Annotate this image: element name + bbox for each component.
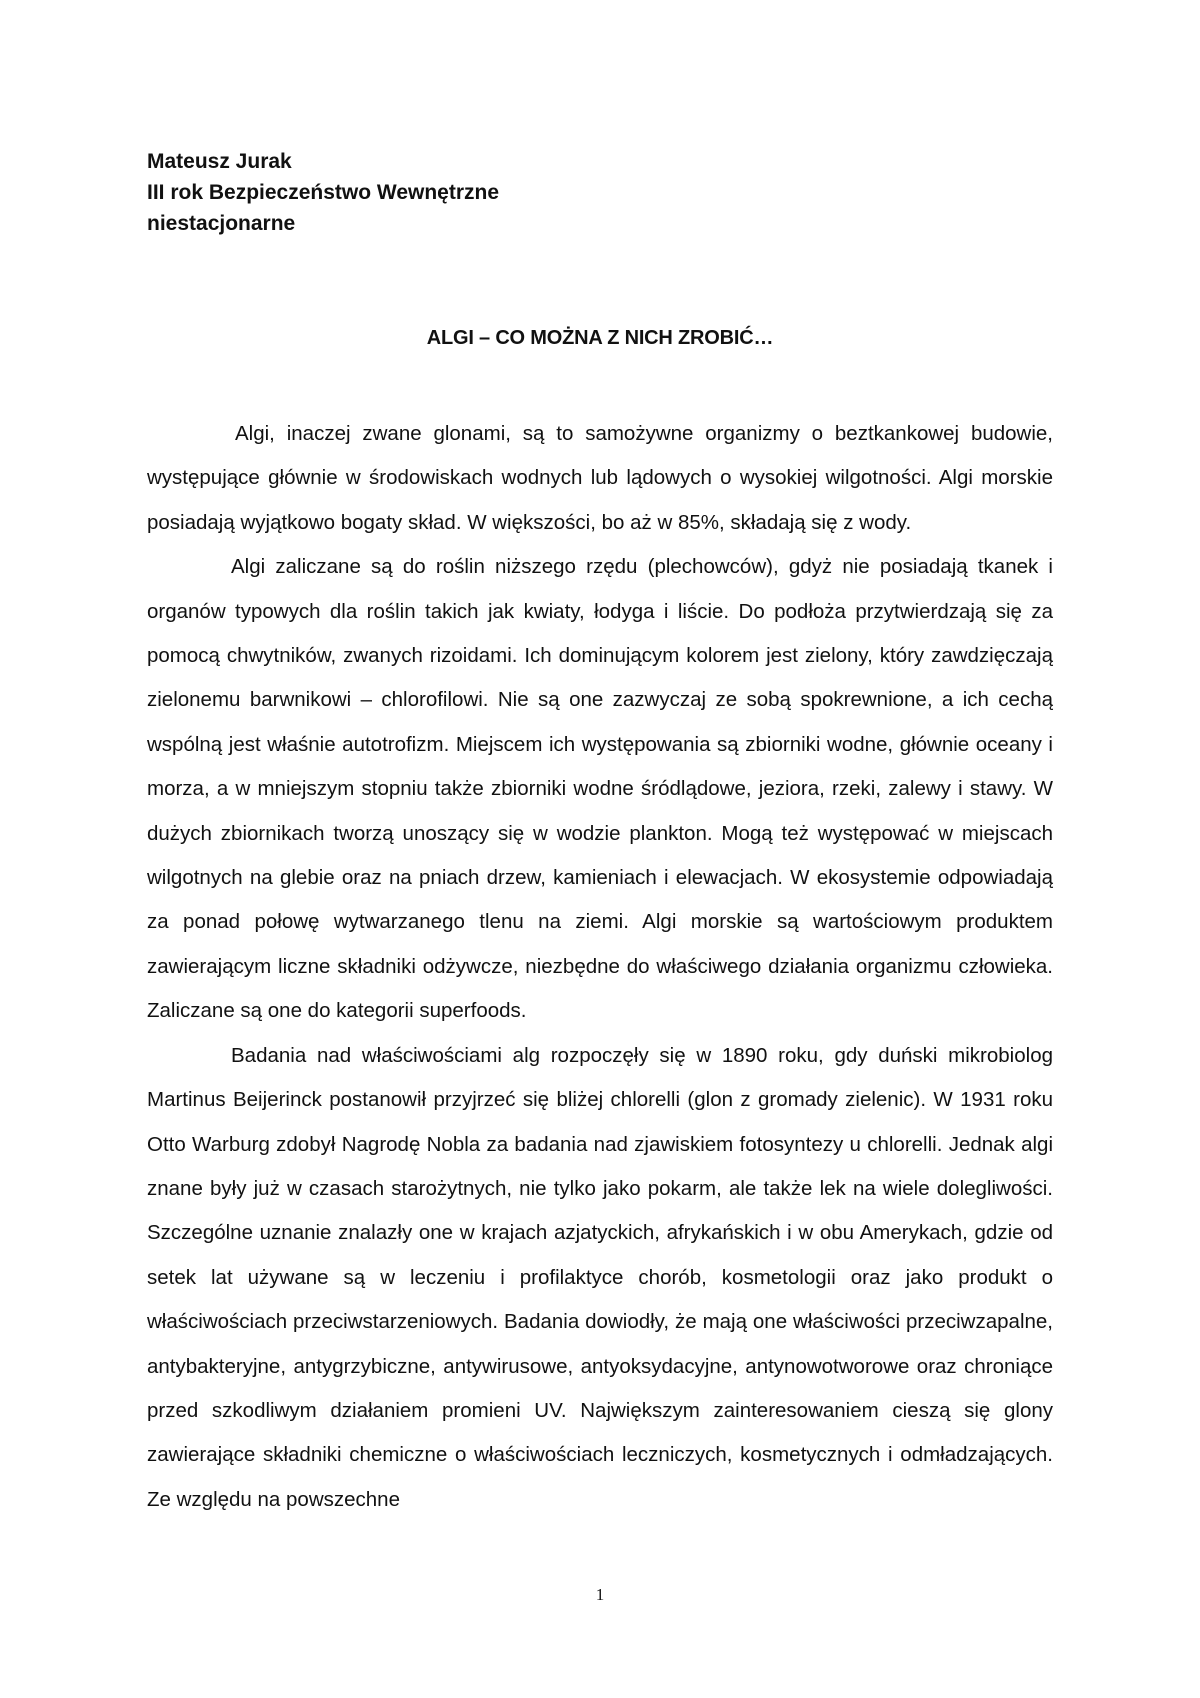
author-program: III rok Bezpieczeństwo Wewnętrzne [147, 181, 500, 204]
author-block [147, 146, 847, 239]
author-study-mode: niestacjonarne [147, 212, 296, 235]
author-name: Mateusz Jurak [147, 150, 292, 173]
paragraph-classification: Algi zaliczane są do roślin niższego rzędu (plechowców), gdyż nie posiadają tkanek i organów typowych dla roślin takich jak kwiaty, łodyga i liście. Do podłoża przytwierdzają się za pomocą chwytników, zwanych rizoidami. Ich dominującym kolorem jest zielony, który zawdzięczają zielonemu barwnikowi – chlorofilowi. Nie są one zazwyczaj ze sobą spokrewnione, a ich cechą wspólną jest właśnie autotrofizm. Miejscem ich występowania są zbiorniki wodne, głównie oceany i morza, a w mniejszym stopniu także zbiorniki wodne śródlądowe, jeziora, rzeki, zalewy i stawy. W dużych zbiornikach tworzą unoszący się w wodzie plankton. Mogą też występować w miejscach wilgotnych na glebie oraz na pniach drzew, kamieniach i elewacjach. W ekosystemie odpowiadają za ponad połowę wytwarzanego tlenu na ziemi. Algi morskie są wartościowym produktem zawierającym liczne składniki odżywcze, niezbędne do właściwego działania organizmu człowieka. Zaliczane są one do kategorii superfoods. [147, 555, 1053, 1023]
document-title: ALGI – CO MOŻNA Z NICH ZROBIĆ… [426, 327, 774, 349]
document-body [147, 412, 1053, 1522]
page-number: 1 [595, 1585, 605, 1604]
paragraph-research-history: Badania nad właściwościami alg rozpoczęły się w 1890 roku, gdy duński mikrobiolog Martinus Beijerinck postanowił przyjrzeć się bliżej chlorelli (glon z gromady zielenic). W 1931 roku Otto Warburg zdobył Nagrodę Nobla za badania nad zjawiskiem fotosyntezy u chlorelli. Jednak algi znane były już w czasach starożytnych, nie tylko jako pokarm, ale także lek na wiele dolegliwości. Szczególne uznanie znalazły one w krajach azjatyckich, afrykańskich i w obu Amerykach, gdzie od setek lat używane są w leczeniu i profilaktyce chorób, kosmetologii oraz jako produkt o właściwościach przeciwstarzeniowych. Badania dowiodły, że mają one właściwości przeciwzapalne, antybakteryjne, antygrzybiczne, antywirusowe, antyoksydacyjne, antynowotworowe oraz chroniące przed szkodliwym działaniem promieni UV. Największym zainteresowaniem cieszą się glony zawierające składniki chemiczne o właściwościach leczniczych, kosmetycznych i odmładzających. Ze względu na powszechne [147, 1043, 1053, 1511]
paragraph-intro: Algi, inaczej zwane glonami, są to samożywne organizmy o beztkankowej budowie, występujące głównie w środowiskach wodnych lub lądowych o wysokiej wilgotności. Algi morskie posiadają wyjątkowo bogaty skład. W większości, bo aż w 85%, składają się z wody. [147, 422, 1053, 534]
